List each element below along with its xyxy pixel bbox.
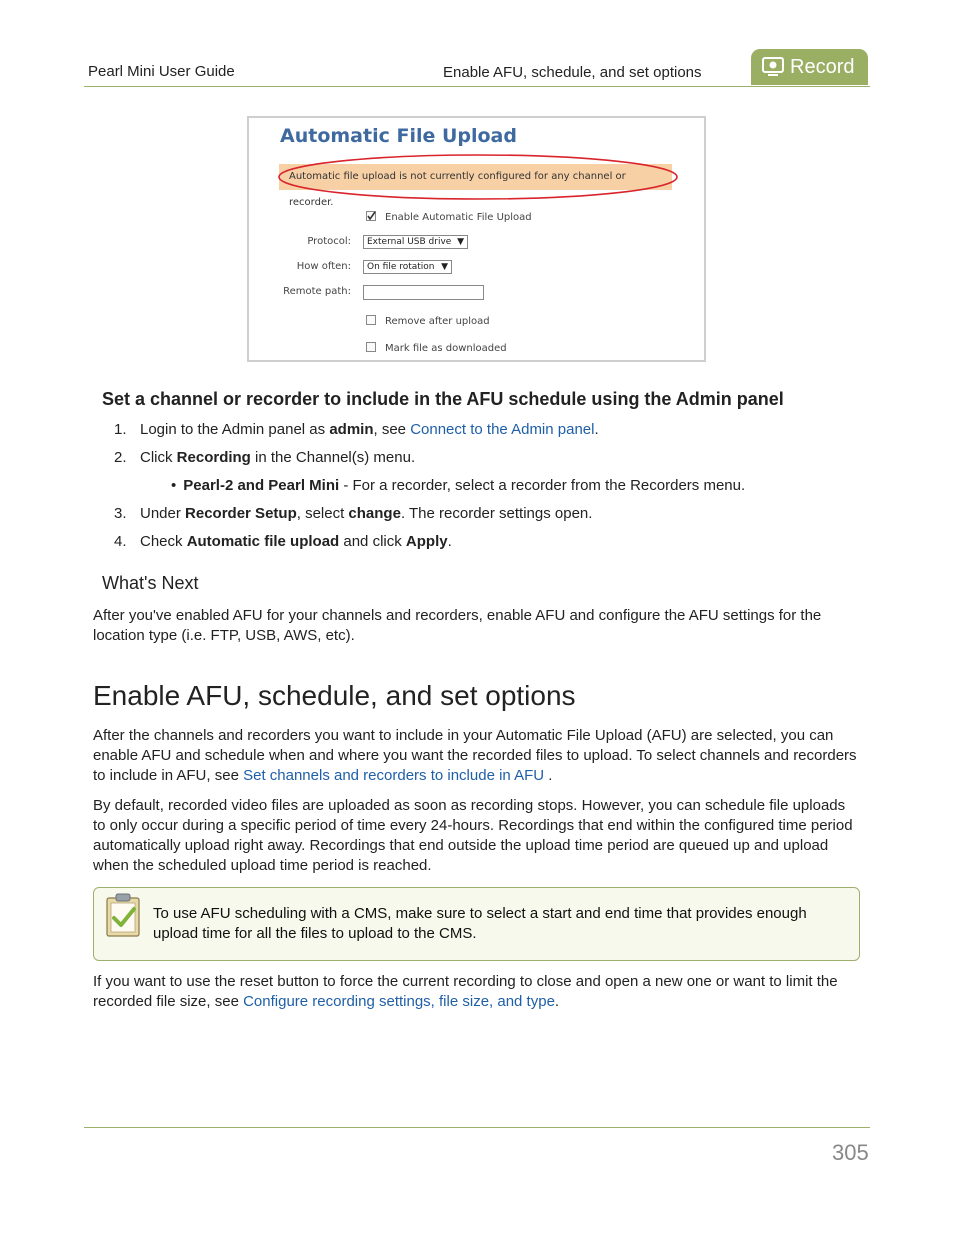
record-badge — [751, 49, 868, 85]
afu-screenshot — [247, 116, 706, 362]
remote-path-label: Remote path: — [283, 286, 351, 297]
section2-para3: If you want to use the reset button to force the current recording to close and open a new one or want to limit the recorded file size, see Configure recording settings, file size, and type. — [93, 973, 838, 1010]
note-text: To use AFU scheduling with a CMS, make sure to select a start and end time that provides enough upload time for all the files to upload to the CMS. — [153, 905, 807, 942]
enable-afu-checkbox[interactable] — [366, 211, 376, 221]
guide-title: Pearl Mini User Guide — [88, 63, 235, 80]
step-text: Under Recorder Setup, select change. The recorder settings open. — [140, 505, 593, 522]
set-channels-link[interactable]: Set channels and recorders to include in AFU — [243, 767, 545, 784]
remove-after-checkbox[interactable] — [366, 315, 376, 325]
protocol-select[interactable] — [363, 235, 468, 249]
step-number: 4. — [114, 533, 127, 550]
header-rule — [84, 86, 870, 87]
how-often-value: On file rotation — [367, 262, 435, 272]
step-text: Click Recording in the Channel(s) menu. — [140, 449, 416, 466]
checkmark-icon — [366, 211, 376, 221]
mark-downloaded-checkbox[interactable] — [366, 342, 376, 352]
step-number: 1. — [114, 421, 127, 438]
step-number: 3. — [114, 505, 127, 522]
bullet-icon: • — [171, 477, 177, 494]
whats-next-heading: What's Next — [102, 573, 199, 593]
afu-title: Automatic File Upload — [280, 125, 517, 147]
how-often-select[interactable] — [363, 260, 452, 274]
section2-para1: After the channels and recorders you want to include in your Automatic File Upload (AFU) are selected, you can enable AFU and schedule when and where you want the recorded files to upload. To select channels and recorders to include in AFU, see Set channels and recorders to include in AFU . — [93, 727, 857, 784]
highlight-oval — [277, 153, 679, 201]
step-text: Check Automatic file upload and click Apply. — [140, 533, 452, 550]
record-icon — [762, 57, 784, 77]
afu-warning: Automatic file upload is not currently configured for any channel or recorder. — [279, 164, 672, 190]
enable-afu-label: Enable Automatic File Upload — [385, 212, 532, 223]
section1-heading: Set a channel or recorder to include in the AFU schedule using the Admin panel — [102, 389, 784, 409]
how-often-label: How often: — [296, 261, 351, 272]
bullet-item: • Pearl-2 and Pearl Mini - For a recorder, select a recorder from the Recorders menu. — [171, 477, 746, 494]
protocol-label: Protocol: — [307, 236, 351, 247]
remote-path-input[interactable] — [363, 285, 484, 300]
footer-rule — [84, 1127, 870, 1128]
section2-heading: Enable AFU, schedule, and set options — [93, 680, 576, 711]
page-number: 305 — [832, 1140, 869, 1165]
note-box — [93, 887, 860, 961]
section-title: Enable AFU, schedule, and set options — [443, 64, 702, 81]
mark-downloaded-label: Mark file as downloaded — [385, 343, 507, 354]
protocol-value: External USB drive — [367, 237, 452, 247]
clipboard-check-icon — [104, 891, 144, 939]
configure-recording-link[interactable]: Configure recording settings, file size, and type — [243, 993, 555, 1010]
step-number: 2. — [114, 449, 127, 466]
badge-label: Record — [790, 55, 855, 78]
step-text: Login to the Admin panel as admin, see Connect to the Admin panel. — [140, 421, 599, 438]
whats-next-text: After you've enabled AFU for your channels and recorders, enable AFU and configure the AFU settings for the location type (i.e. FTP, USB, AWS, etc). — [93, 607, 822, 644]
dropdown-arrow-icon: ▼ — [441, 262, 448, 272]
section2-para2: By default, recorded video files are uploaded as soon as recording stops. However, you can schedule file uploads to only occur during a specific period of time every 24-hours. Recordings that end within the configured time period automatically upload right away. Recordings that end outside the upload time period are queued up and upload when the scheduled upload time period is reached. — [93, 797, 853, 874]
admin-panel-link[interactable]: Connect to the Admin panel — [410, 421, 595, 438]
remove-after-label: Remove after upload — [385, 316, 490, 327]
dropdown-arrow-icon: ▼ — [457, 237, 464, 247]
